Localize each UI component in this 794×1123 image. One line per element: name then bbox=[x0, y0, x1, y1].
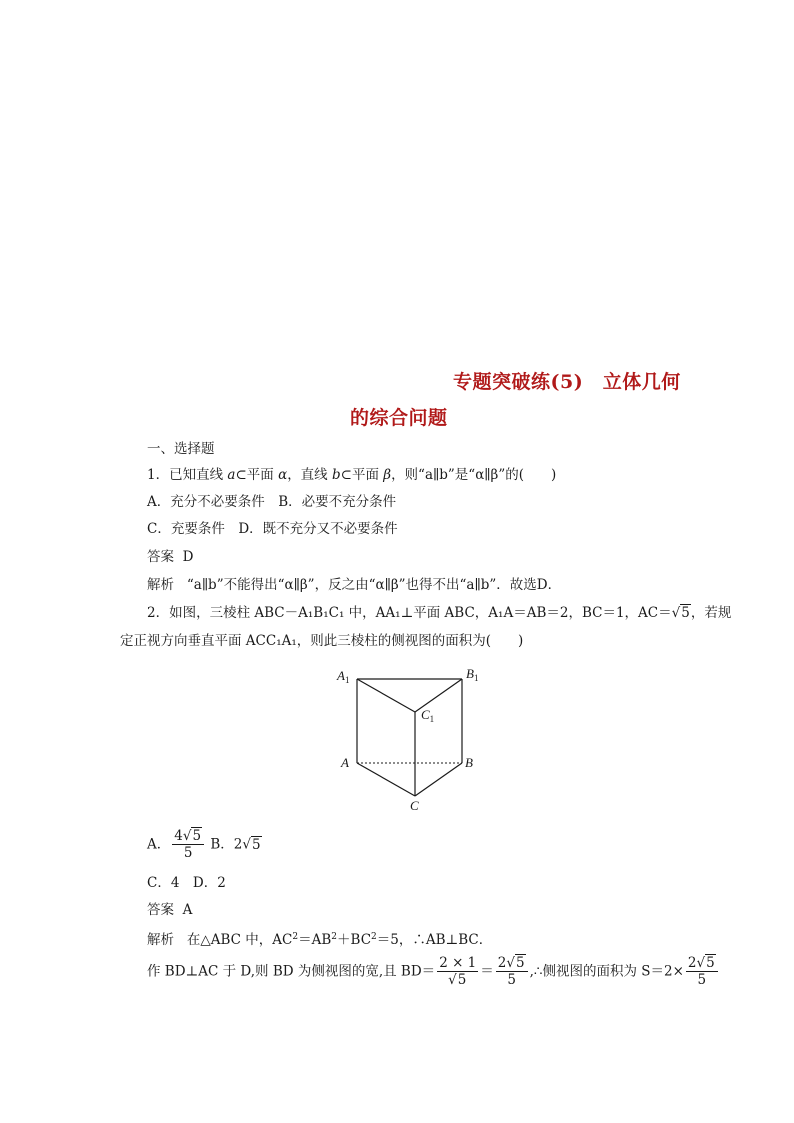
label-c: C bbox=[410, 798, 419, 813]
q1-analysis bbox=[147, 576, 561, 594]
q1-answer-value: D bbox=[182, 549, 194, 565]
page-title-line1: 专题突破练(5) 立体几何 bbox=[453, 371, 681, 393]
q1-tail: ，则“a∥b”是“α∥β”的( ) bbox=[391, 467, 557, 483]
prism-figure bbox=[330, 660, 490, 820]
q2-optB-label: B．2 bbox=[210, 836, 243, 853]
q2-analysis: 解析 在△ABC 中，$AC^2=AB^2+BC^2=5$，∴AB⊥BC． bbox=[147, 932, 493, 948]
q1-alpha: α bbox=[278, 467, 288, 483]
q1-options-ab: A．充分不必要条件 B．必要不充分条件 bbox=[147, 494, 397, 510]
q1-mid: ，直线 bbox=[287, 467, 332, 483]
label-b: B bbox=[465, 755, 473, 770]
q2-optB-sqrt: √5 bbox=[242, 836, 261, 853]
q1-beta: β bbox=[383, 467, 392, 483]
label-c1: $C_1$ bbox=[421, 707, 435, 724]
q1-var-b: b bbox=[331, 467, 341, 483]
q2-answer-label: 答案 bbox=[147, 902, 174, 918]
q2-analysis-last: 作 BD⊥AC 于 D,则 BD 为侧视图的宽,且 BD＝ $\frac{2 \times 1}{√5}$ ＝ $\frac{2√5}{5}$ ,∴侧视图的面积为 S＝2× $\frac{2√5}{5}$ bbox=[147, 955, 720, 988]
q2-stem-line2: 定正视方向垂直平面 ACC₁A₁，则此三棱柱的侧视图的面积为( ) bbox=[120, 633, 524, 649]
q1-answer bbox=[147, 548, 193, 566]
q1-stem-a: 1．已知直线 bbox=[147, 467, 228, 483]
q2-stem-text: 2．如图，三棱柱 ABC－A₁B₁C₁ 中，AA₁⊥平面 ABC，A₁A＝AB＝2，BC＝1，AC＝ bbox=[147, 605, 672, 621]
q1-analysis-text: “a∥b”不能得出“α∥β”，反之由“α∥β”也得不出“a∥b”．故选D． bbox=[186, 577, 562, 593]
page-title-line2: 的综合问题 bbox=[350, 407, 448, 429]
q2-optA-frac: $\frac{4√5}{5}$ bbox=[172, 828, 204, 861]
edge-b-c bbox=[415, 763, 462, 796]
q2-optA-label: A． bbox=[147, 836, 171, 853]
q2-stem-line1 bbox=[147, 604, 731, 622]
frac-2sqrt5-over-5: $\frac{2√5}{5}$ bbox=[496, 955, 528, 988]
q1-analysis-label: 解析 bbox=[147, 577, 174, 593]
q2-answer-value: A bbox=[182, 902, 193, 918]
frac-2sqrt5-over-5-b: $\frac{2√5}{5}$ bbox=[686, 955, 718, 988]
q1-var-a: a bbox=[227, 467, 236, 483]
q1-options-cd: C．充要条件 D．既不充分又不必要条件 bbox=[147, 521, 398, 537]
section-heading: 一、选择题 bbox=[147, 441, 215, 457]
label-a1: $A_1$ bbox=[337, 668, 350, 685]
q2-options-ab bbox=[147, 828, 262, 861]
label-b1: $B_1$ bbox=[466, 666, 479, 683]
q1-stem bbox=[147, 466, 556, 484]
q2-sqrt5: √5 bbox=[671, 605, 690, 621]
label-a: A bbox=[341, 755, 349, 770]
q1-rel1: ⊂平面 bbox=[235, 467, 279, 483]
q2-analysis-label: 解析 bbox=[147, 932, 174, 948]
q2-options-cd: C．4 D．2 bbox=[147, 875, 226, 891]
q2-answer bbox=[147, 901, 192, 919]
frac-2x1-over-sqrt5: $\frac{2 \times 1}{√5}$ bbox=[439, 955, 477, 988]
q1-answer-label: 答案 bbox=[147, 549, 174, 565]
edge-a1-c1 bbox=[357, 679, 415, 712]
q2-stem-tail: ，若规 bbox=[690, 605, 732, 621]
q1-rel2: ⊂平面 bbox=[340, 467, 384, 483]
edge-a-c bbox=[357, 763, 415, 796]
